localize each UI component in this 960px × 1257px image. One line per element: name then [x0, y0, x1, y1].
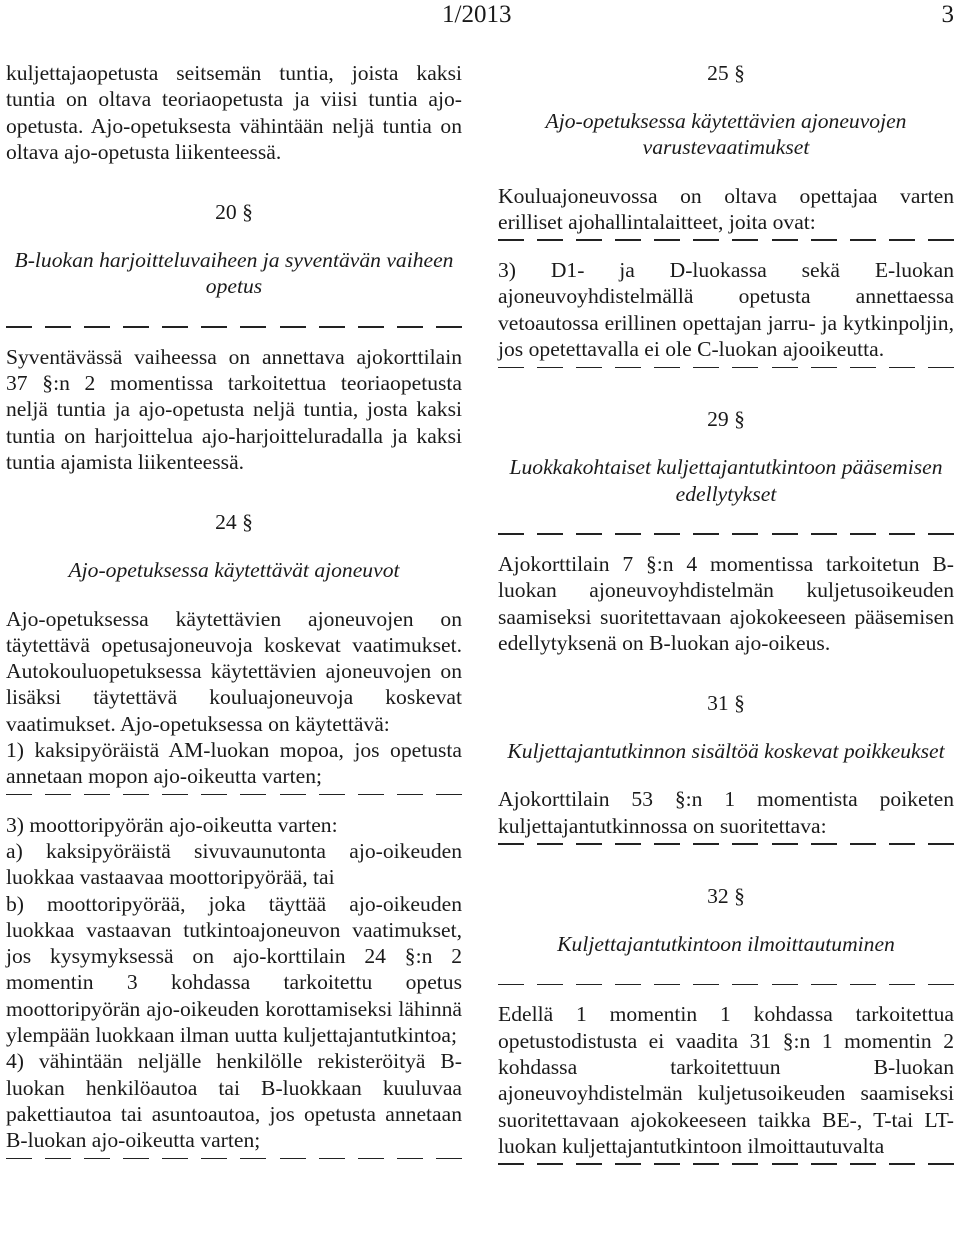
section-20-number: 20 §: [215, 200, 253, 225]
omission-dashes: [6, 322, 462, 332]
section-24-item-3a: a) kaksipyöräistä sivuvaunutonta ajo-oikeuden luokkaa vastaavaa moottoripyörää, tai: [6, 838, 462, 890]
omission-dashes: [498, 529, 954, 539]
section-24-item-3: 3) moottoripyörän ajo-oikeutta varten:: [6, 812, 338, 837]
section-20-text: Syventävässä vaiheessa on annettava ajokorttilain 37 §:n 2 momentissa tarkoitettua teoriaopetusta neljä tuntia ja ajo-opetusta neljä tuntia, josta kaksi tuntia on harjoittelua ajo-harjoitteluradalla ja kaksi tuntia ajamista liikenteessä.: [6, 344, 462, 474]
section-29-title: Luokkakohtaiset kuljettajantutkintoon pääsemisen edellytykset: [509, 455, 943, 506]
section-24-number: 24 §: [215, 510, 253, 535]
issue-number: 1/2013: [442, 1, 512, 28]
omission-dashes: [6, 790, 462, 800]
section-29-text: Ajokorttilain 7 §:n 4 momentissa tarkoitetun B-luokan ajoneuvoyhdistelmän kuljetusoikeuden saamiseksi suoritettavaan ajokokeeseen pääsemisen edellytyksenä on B-luokan ajo-oikeus.: [498, 551, 954, 655]
intro-paragraph: kuljettajaopetusta seitsemän tuntia, joista kaksi tuntia on oltava teoriaopetusta ja viisi tuntia ajo-opetusta. Ajo-opetuksesta vähintään neljä tuntia on oltava ajo-opetusta liikenteessä.: [6, 61, 462, 164]
section-24-text: Ajo-opetuksessa käytettävien ajoneuvojen on täytettävä opetusajoneuvoja koskevat vaatimukset. Autokouluopetuksessa käytettävien ajoneuvojen on lisäksi täytettävä kouluajoneuvoja koskevat vaatimukset. Ajo-opetuksessa on käytettävä:: [6, 606, 462, 736]
omission-dashes: [6, 1154, 462, 1164]
section-24-item-1: 1) kaksipyöräistä AM-luokan mopoa, jos opetusta annetaan mopon ajo-oikeutta varten;: [6, 738, 462, 789]
omission-dashes: [498, 839, 954, 849]
section-25-number: 25 §: [707, 61, 745, 85]
left-column: [6, 60, 462, 1164]
section-25-item-3: 3) D1- ja D-luokassa sekä E-luokan ajoneuvoyhdistelmällä opetusta annettaessa vetoautossa erillinen opettajan jarru- ja kytkinpoljin, jos opetettavalla ei ole C-luokan ajooikeutta.: [498, 258, 954, 362]
section-31-title: Kuljettajantutkinnon sisältöä koskevat poikkeukset: [507, 739, 945, 764]
section-31-text: Ajokorttilain 53 §:n 1 momentista poiketen kuljettajantutkinnossa on suoritettava:: [498, 787, 954, 838]
section-25-title: Ajo-opetuksessa käytettävien ajoneuvojen varustevaatimukset: [545, 109, 907, 160]
right-column: [498, 60, 954, 1169]
section-24-item-3b: b) moottoripyörää, joka täyttää ajo-oikeuden luokkaa vastaavan tutkintoajoneuvon vaatimukset, jos kysymyksessä on ajo-korttilain 24 §:n 2 momentin 3 kohdassa tarkoitettu opetus moottoripyörän ajo-oikeuden korottamiseksi lähinnä ylempään luokkaan ilman uutta kuljettajantutkintoa;: [6, 891, 462, 1048]
section-24-title: Ajo-opetuksessa käytettävät ajoneuvot: [68, 558, 400, 583]
section-25-text: Kouluajoneuvossa on oltava opettajaa varten erilliset ajohallintalaitteet, joita ovat:: [498, 183, 954, 234]
section-24-item-4: 4) vähintään neljälle henkilölle rekisteröityä B-luokan henkilöautoa tai B-luokkaan kuuluvaa pakettiautoa tai asuntoautoa, jos opetusta annetaan B-luokan ajo-oikeutta varten;: [6, 1049, 462, 1153]
section-32-text: Edellä 1 momentin 1 kohdassa tarkoitettua opetustodistusta ei vaadita 31 §:n 1 momentin 2 kohdassa tarkoitettuun B-luokan ajoneuvoyhdistelmän kuljetusoikeuden saamiseksi suoritettavaan ajokokeeseen taikka BE-, T-tai LT-luokan kuljettajantutkintoon ilmoittautuvalta: [498, 1002, 954, 1158]
omission-dashes: [498, 1159, 954, 1169]
section-20-title: B-luokan harjoitteluvaiheen ja syventävän vaiheen opetus: [14, 248, 454, 299]
section-31-number: 31 §: [707, 691, 745, 716]
omission-dashes: [498, 979, 954, 989]
section-29-number: 29 §: [707, 407, 745, 432]
page-header: [0, 0, 960, 34]
section-32-number: 32 §: [707, 884, 745, 909]
omission-dashes: [498, 235, 954, 245]
omission-dashes: [498, 362, 954, 372]
section-32-title: Kuljettajantutkintoon ilmoittautuminen: [557, 932, 895, 957]
page-number: 3: [941, 1, 954, 28]
